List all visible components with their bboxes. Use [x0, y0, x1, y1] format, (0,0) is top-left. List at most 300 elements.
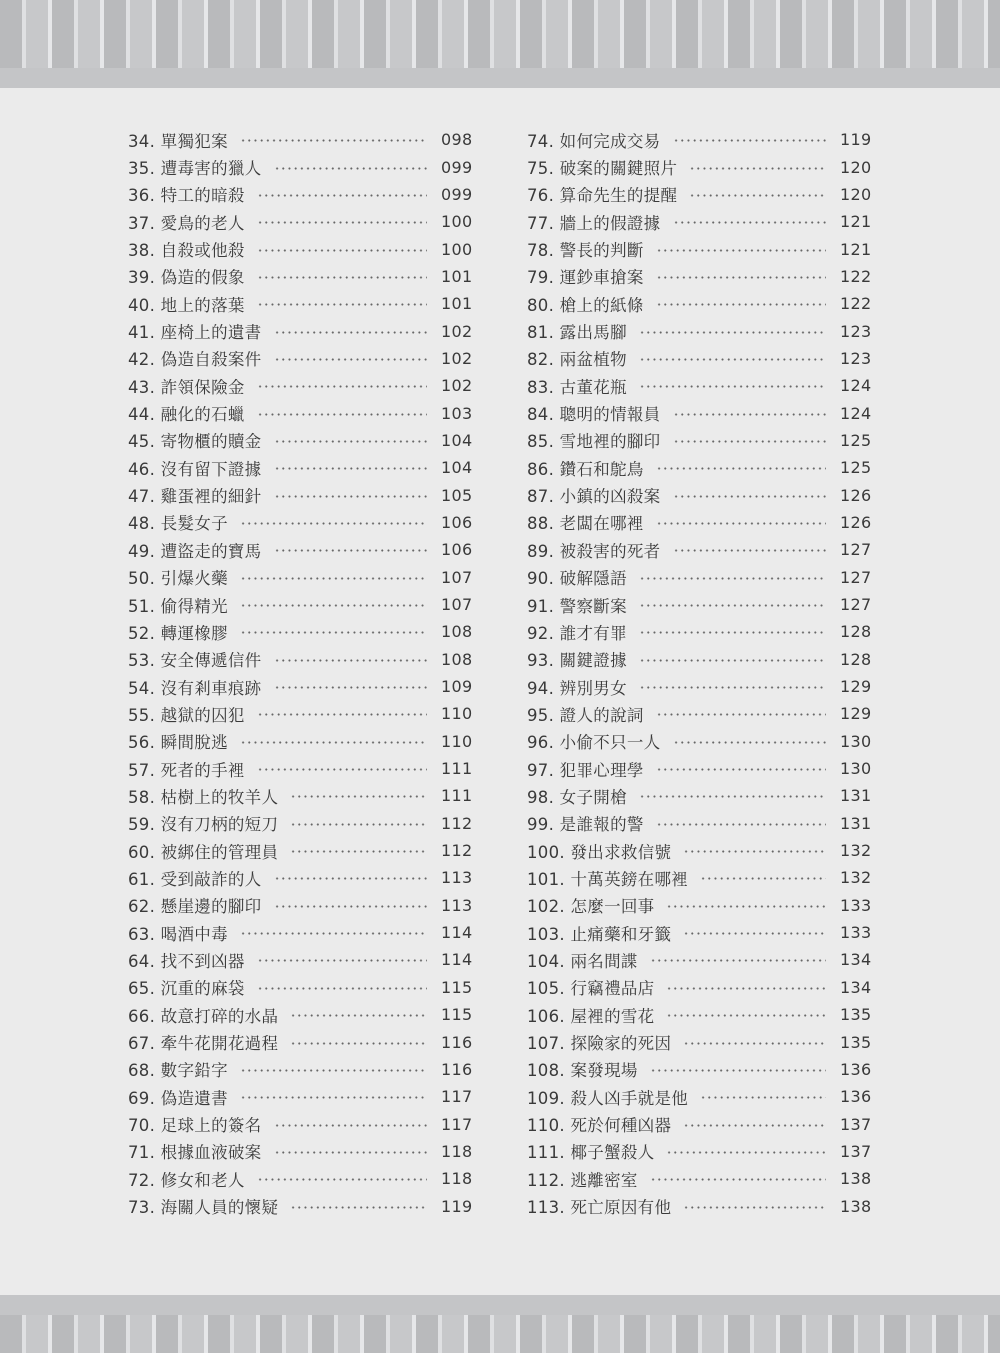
toc-entry-page: 133	[840, 895, 872, 915]
dot-leader	[666, 905, 826, 908]
toc-entry[interactable]	[527, 1165, 870, 1192]
toc-entry-title: 84. 聰明的情報員	[527, 405, 661, 425]
toc-entry[interactable]	[527, 372, 870, 399]
toc-entry-page: 120	[840, 184, 872, 204]
toc-entry-title: 78. 警長的判斷	[527, 241, 644, 261]
toc-entry-title: 61. 受到敲詐的人	[128, 869, 262, 889]
toc-entry[interactable]	[527, 591, 870, 618]
toc-entry-page: 112	[441, 841, 473, 861]
toc-entry[interactable]	[527, 263, 870, 290]
toc-entry[interactable]	[527, 427, 870, 454]
toc-entry-title: 93. 關鍵證據	[527, 651, 627, 671]
toc-entry-page: 133	[840, 923, 872, 943]
toc-entry-title: 35. 遭毒害的獵人	[128, 159, 262, 179]
toc-entry-title: 69. 偽造遺書	[128, 1088, 228, 1108]
dot-leader	[673, 741, 827, 744]
toc-entry-title: 85. 雪地裡的腳印	[527, 432, 661, 452]
toc-entry-page: 121	[840, 212, 872, 232]
toc-entry-title: 70. 足球上的簽名	[128, 1116, 262, 1136]
dot-leader	[257, 303, 427, 306]
toc-entry-title: 90. 破解隱語	[527, 569, 627, 589]
toc-entry-title: 113. 死亡原因有他	[527, 1198, 672, 1218]
toc-entry[interactable]	[128, 864, 471, 891]
toc-entry-page: 134	[840, 950, 872, 970]
toc-entry[interactable]	[128, 181, 471, 208]
toc-entry-title: 91. 警察斷案	[527, 596, 627, 616]
toc-entry-title: 101. 十萬英鎊在哪裡	[527, 869, 689, 889]
dot-leader	[689, 167, 826, 170]
dot-leader	[290, 1014, 427, 1017]
dot-leader	[240, 139, 427, 142]
dot-leader	[240, 577, 427, 580]
toc-entry[interactable]	[527, 536, 870, 563]
toc-entry-page: 135	[840, 1005, 872, 1025]
toc-entry-page: 109	[441, 677, 473, 697]
toc-entry-title: 82. 兩盆植物	[527, 350, 627, 370]
dot-leader	[240, 522, 427, 525]
toc-entry[interactable]	[128, 427, 471, 454]
toc-entry-page: 138	[840, 1169, 872, 1189]
toc-entry-page: 102	[441, 376, 473, 396]
dot-leader	[274, 495, 428, 498]
toc-entry-title: 43. 詐領保險金	[128, 377, 245, 397]
dot-leader	[240, 1069, 427, 1072]
toc-entry-page: 132	[840, 841, 872, 861]
dot-leader	[656, 713, 826, 716]
toc-entry-page: 104	[441, 458, 473, 478]
dot-leader	[290, 823, 427, 826]
toc-entry-title: 67. 牽牛花開花過程	[128, 1034, 279, 1054]
toc-entry[interactable]	[128, 153, 471, 180]
toc-entry-title: 51. 偷得精光	[128, 596, 228, 616]
dot-leader	[683, 1042, 826, 1045]
toc-entry-page: 122	[840, 294, 872, 314]
toc-entry-page: 102	[441, 321, 473, 341]
toc-entry[interactable]	[128, 673, 471, 700]
toc-entry[interactable]	[128, 1001, 471, 1028]
dot-leader	[639, 686, 826, 689]
toc-column-left	[128, 126, 471, 1220]
toc-entry-title: 34. 單獨犯案	[128, 131, 228, 151]
dot-leader	[650, 1069, 826, 1072]
toc-entry-title: 55. 越獄的囚犯	[128, 705, 245, 725]
toc-entry-page: 123	[840, 321, 872, 341]
toc-entry[interactable]	[128, 618, 471, 645]
dot-leader	[257, 1178, 427, 1181]
toc-entry[interactable]	[128, 1056, 471, 1083]
toc-entry-page: 114	[441, 923, 473, 943]
toc-entry-title: 46. 沒有留下證據	[128, 459, 262, 479]
toc-entry-title: 98. 女子開槍	[527, 787, 627, 807]
toc-entry[interactable]	[128, 263, 471, 290]
dot-leader	[639, 631, 826, 634]
dot-leader	[656, 823, 826, 826]
toc-entry[interactable]	[527, 892, 870, 919]
toc-entry-page: 119	[441, 1196, 473, 1216]
toc-entry[interactable]	[128, 372, 471, 399]
toc-entry[interactable]	[128, 782, 471, 809]
toc-entry-title: 72. 修女和老人	[128, 1170, 245, 1190]
toc-entry-page: 108	[441, 649, 473, 669]
toc-entry-page: 137	[840, 1114, 872, 1134]
toc-entry-title: 50. 引爆火藥	[128, 569, 228, 589]
toc-entry[interactable]	[128, 208, 471, 235]
toc-entry[interactable]	[128, 591, 471, 618]
toc-entry-title: 89. 被殺害的死者	[527, 541, 661, 561]
toc-entry[interactable]	[527, 317, 870, 344]
dot-leader	[257, 194, 427, 197]
toc-entry-title: 95. 證人的說詞	[527, 705, 644, 725]
toc-entry[interactable]	[128, 837, 471, 864]
toc-entry-page: 124	[840, 403, 872, 423]
toc-entry-page: 101	[441, 266, 473, 286]
toc-entry-title: 81. 露出馬腳	[527, 323, 627, 343]
toc-entry[interactable]	[527, 646, 870, 673]
toc-entry-page: 130	[840, 731, 872, 751]
toc-entry-page: 118	[441, 1169, 473, 1189]
toc-entry[interactable]	[527, 481, 870, 508]
toc-entry[interactable]	[128, 892, 471, 919]
toc-entry-page: 126	[840, 512, 872, 532]
toc-entry[interactable]	[128, 399, 471, 426]
dot-leader	[290, 1206, 427, 1209]
toc-entry[interactable]	[527, 1056, 870, 1083]
toc-entry-page: 131	[840, 813, 872, 833]
toc-entry-page: 128	[840, 622, 872, 642]
toc-entry-title: 87. 小鎮的凶殺案	[527, 487, 661, 507]
toc-entry[interactable]	[128, 919, 471, 946]
toc-entry[interactable]	[527, 290, 870, 317]
dot-leader	[683, 932, 826, 935]
toc-entry-page: 117	[441, 1087, 473, 1107]
toc-entry[interactable]	[128, 700, 471, 727]
toc-entry[interactable]	[128, 454, 471, 481]
toc-entry[interactable]	[128, 1083, 471, 1110]
dot-leader	[290, 1042, 427, 1045]
dot-leader	[240, 1096, 427, 1099]
toc-entry-page: 110	[441, 731, 473, 751]
toc-entry[interactable]	[128, 728, 471, 755]
toc-entry-page: 100	[441, 212, 473, 232]
toc-entry[interactable]	[527, 1138, 870, 1165]
toc-entry-title: 94. 辨別男女	[527, 678, 627, 698]
toc-entry[interactable]	[128, 646, 471, 673]
toc-entry-title: 60. 被綁住的管理員	[128, 842, 279, 862]
toc-entry[interactable]	[527, 399, 870, 426]
toc-entry[interactable]	[527, 153, 870, 180]
toc-entry[interactable]	[128, 810, 471, 837]
toc-entry-page: 118	[441, 1141, 473, 1161]
toc-entry-title: 66. 故意打碎的水晶	[128, 1006, 279, 1026]
toc-entry-title: 110. 死於何種凶器	[527, 1116, 672, 1136]
toc-entry-title: 80. 槍上的紙條	[527, 295, 644, 315]
toc-entry-title: 74. 如何完成交易	[527, 131, 661, 151]
toc-entry[interactable]	[527, 1028, 870, 1055]
dot-leader	[666, 987, 826, 990]
toc-entry[interactable]	[128, 317, 471, 344]
dot-leader	[257, 713, 427, 716]
toc-entry[interactable]	[128, 564, 471, 591]
dot-leader	[274, 686, 428, 689]
dot-leader	[257, 413, 427, 416]
toc-entry-page: 127	[840, 595, 872, 615]
toc-entry-page: 136	[840, 1087, 872, 1107]
toc-entry[interactable]	[527, 235, 870, 262]
dot-leader	[257, 276, 427, 279]
toc-entry-page: 137	[840, 1141, 872, 1161]
toc-entry[interactable]	[527, 1083, 870, 1110]
toc-entry-title: 49. 遭盜走的寶馬	[128, 541, 262, 561]
dot-leader	[290, 795, 427, 798]
toc-entry-page: 115	[441, 1005, 473, 1025]
toc-entry[interactable]	[527, 837, 870, 864]
toc-entry[interactable]	[128, 1192, 471, 1219]
dot-leader	[666, 1014, 826, 1017]
dot-leader	[274, 659, 428, 662]
dot-leader	[639, 577, 826, 580]
toc-entry-page: 127	[840, 567, 872, 587]
toc-entry-page: 132	[840, 868, 872, 888]
toc-entry-title: 38. 自殺或他殺	[128, 241, 245, 261]
toc-entry[interactable]	[128, 509, 471, 536]
toc-entry-page: 116	[441, 1059, 473, 1079]
dot-leader	[673, 549, 827, 552]
dot-leader	[639, 331, 826, 334]
toc-entry[interactable]	[527, 919, 870, 946]
toc-entry[interactable]	[527, 181, 870, 208]
top-decorative-band	[0, 0, 1000, 68]
dot-leader	[683, 1124, 826, 1127]
dot-leader	[700, 877, 826, 880]
toc-entry-page: 129	[840, 704, 872, 724]
toc-entry-page: 104	[441, 430, 473, 450]
toc-entry-page: 105	[441, 485, 473, 505]
toc-entry[interactable]	[128, 290, 471, 317]
toc-entry[interactable]	[128, 235, 471, 262]
dot-leader	[240, 741, 427, 744]
toc-entry-title: 106. 屋裡的雪花	[527, 1006, 655, 1026]
toc-entry[interactable]	[527, 564, 870, 591]
toc-entry[interactable]	[527, 700, 870, 727]
bottom-decorative-band	[0, 1315, 1000, 1353]
toc-entry-title: 108. 案發現場	[527, 1061, 638, 1081]
toc-entry[interactable]	[527, 782, 870, 809]
toc-entry-title: 39. 偽造的假象	[128, 268, 245, 288]
toc-entry-page: 130	[840, 759, 872, 779]
toc-entry[interactable]	[128, 755, 471, 782]
dot-leader	[673, 495, 827, 498]
toc-entry[interactable]	[527, 345, 870, 372]
toc-entry-title: 40. 地上的落葉	[128, 295, 245, 315]
toc-entry-page: 108	[441, 622, 473, 642]
top-decorative-strip	[0, 68, 1000, 88]
dot-leader	[240, 631, 427, 634]
toc-entry[interactable]	[128, 345, 471, 372]
dot-leader	[683, 850, 826, 853]
toc-entry-title: 102. 怎麼一回事	[527, 897, 655, 917]
toc-entry[interactable]	[128, 1138, 471, 1165]
toc-entry[interactable]	[527, 126, 870, 153]
toc-entry-title: 54. 沒有剎車痕跡	[128, 678, 262, 698]
dot-leader	[656, 467, 826, 470]
toc-entry-page: 131	[840, 786, 872, 806]
dot-leader	[673, 413, 827, 416]
toc-entry-page: 101	[441, 294, 473, 314]
toc-entry-title: 105. 行竊禮品店	[527, 979, 655, 999]
toc-entry-page: 124	[840, 376, 872, 396]
toc-entry[interactable]	[128, 946, 471, 973]
toc-entry[interactable]	[527, 673, 870, 700]
dot-leader	[274, 905, 428, 908]
toc-entry-page: 117	[441, 1114, 473, 1134]
toc-entry-title: 57. 死者的手裡	[128, 760, 245, 780]
dot-leader	[257, 221, 427, 224]
toc-entry-page: 120	[840, 157, 872, 177]
dot-leader	[639, 795, 826, 798]
toc-entry-title: 79. 運鈔車搶案	[527, 268, 644, 288]
toc-entry-title: 83. 古董花瓶	[527, 377, 627, 397]
dot-leader	[639, 358, 826, 361]
toc-entry[interactable]	[527, 974, 870, 1001]
toc-entry-title: 76. 算命先生的提醒	[527, 186, 678, 206]
toc-entry-title: 112. 逃離密室	[527, 1170, 638, 1190]
toc-entry-title: 53. 安全傳遞信件	[128, 651, 262, 671]
dot-leader	[240, 604, 427, 607]
toc-entry-title: 48. 長髮女子	[128, 514, 228, 534]
toc-entry-title: 100. 發出求救信號	[527, 842, 672, 862]
toc-entry-title: 65. 沉重的麻袋	[128, 979, 245, 999]
toc-entry-page: 106	[441, 512, 473, 532]
toc-entry-title: 111. 椰子蟹殺人	[527, 1143, 655, 1163]
toc-entry[interactable]	[128, 536, 471, 563]
toc-entry[interactable]	[527, 810, 870, 837]
toc-entry-page: 100	[441, 239, 473, 259]
toc-entry-page: 098	[441, 130, 473, 150]
toc-entry-page: 125	[840, 458, 872, 478]
toc-entry-page: 114	[441, 950, 473, 970]
dot-leader	[650, 959, 826, 962]
toc-entry[interactable]	[128, 1028, 471, 1055]
toc-entry[interactable]	[527, 1001, 870, 1028]
toc-entry[interactable]	[527, 618, 870, 645]
toc-entry-page: 122	[840, 266, 872, 286]
dot-leader	[656, 276, 826, 279]
dot-leader	[656, 522, 826, 525]
toc-entry-title: 68. 數字鉛字	[128, 1061, 228, 1081]
toc-entry-page: 134	[840, 977, 872, 997]
toc-entry-page: 112	[441, 813, 473, 833]
dot-leader	[274, 1124, 428, 1127]
toc-entry-page: 135	[840, 1032, 872, 1052]
dot-leader	[639, 604, 826, 607]
dot-leader	[257, 959, 427, 962]
toc-entry-page: 127	[840, 540, 872, 560]
toc-entry[interactable]	[128, 1165, 471, 1192]
toc-entry-title: 56. 瞬間脫逃	[128, 733, 228, 753]
dot-leader	[257, 385, 427, 388]
toc-entry[interactable]	[527, 1192, 870, 1219]
toc-entry-page: 110	[441, 704, 473, 724]
toc-entry-page: 106	[441, 540, 473, 560]
toc-entry-title: 42. 偽造自殺案件	[128, 350, 262, 370]
toc-entry[interactable]	[527, 755, 870, 782]
toc-entry-title: 58. 枯樹上的牧羊人	[128, 787, 279, 807]
toc-entry-page: 113	[441, 868, 473, 888]
toc-entry[interactable]	[128, 974, 471, 1001]
toc-column-right	[527, 126, 870, 1220]
toc-entry-page: 103	[441, 403, 473, 423]
toc-entry-title: 103. 止痛藥和牙籤	[527, 924, 672, 944]
toc-entry-title: 59. 沒有刀柄的短刀	[128, 815, 279, 835]
toc-entry-page: 136	[840, 1059, 872, 1079]
toc-entry-title: 77. 牆上的假證據	[527, 213, 661, 233]
dot-leader	[274, 167, 428, 170]
toc-entry[interactable]	[527, 864, 870, 891]
toc-entry-title: 64. 找不到凶器	[128, 951, 245, 971]
dot-leader	[673, 440, 827, 443]
toc-entry-page: 116	[441, 1032, 473, 1052]
dot-leader	[673, 221, 827, 224]
dot-leader	[650, 1178, 826, 1181]
toc-entry-title: 41. 座椅上的遺書	[128, 323, 262, 343]
toc-entry-page: 125	[840, 430, 872, 450]
dot-leader	[689, 194, 826, 197]
toc-entry[interactable]	[128, 481, 471, 508]
toc-entry-title: 63. 喝酒中毒	[128, 924, 228, 944]
toc-entry-title: 52. 轉運橡膠	[128, 623, 228, 643]
dot-leader	[257, 249, 427, 252]
toc-entry[interactable]	[527, 208, 870, 235]
dot-leader	[666, 1151, 826, 1154]
toc-entry-page: 102	[441, 348, 473, 368]
toc-entry[interactable]	[527, 509, 870, 536]
toc-entry-title: 44. 融化的石蠟	[128, 405, 245, 425]
toc-entry-page: 123	[840, 348, 872, 368]
dot-leader	[639, 659, 826, 662]
toc-entry-page: 128	[840, 649, 872, 669]
toc-entry[interactable]	[527, 728, 870, 755]
toc-entry-title: 45. 寄物櫃的贖金	[128, 432, 262, 452]
toc-entry-title: 47. 雞蛋裡的細針	[128, 487, 262, 507]
dot-leader	[274, 440, 428, 443]
toc-entry-title: 71. 根據血液破案	[128, 1143, 262, 1163]
toc-entry[interactable]	[527, 946, 870, 973]
toc-entry-page: 129	[840, 677, 872, 697]
dot-leader	[683, 1206, 826, 1209]
dot-leader	[274, 1151, 428, 1154]
toc-entry-page: 121	[840, 239, 872, 259]
toc-entry-page: 113	[441, 895, 473, 915]
dot-leader	[700, 1096, 826, 1099]
toc-entry[interactable]	[128, 126, 471, 153]
toc-entry-title: 92. 誰才有罪	[527, 623, 627, 643]
dot-leader	[240, 932, 427, 935]
toc-entry-title: 107. 探險家的死因	[527, 1034, 672, 1054]
dot-leader	[274, 877, 428, 880]
bottom-decorative-strip	[0, 1295, 1000, 1315]
toc-entry-title: 109. 殺人凶手就是他	[527, 1088, 689, 1108]
toc-entry-page: 115	[441, 977, 473, 997]
dot-leader	[274, 467, 428, 470]
toc-entry[interactable]	[527, 454, 870, 481]
dot-leader	[290, 850, 427, 853]
toc-entry-page: 107	[441, 567, 473, 587]
toc-entry-page: 111	[441, 786, 473, 806]
toc-entry-page: 126	[840, 485, 872, 505]
toc-entry[interactable]	[527, 1110, 870, 1137]
toc-entry[interactable]	[128, 1110, 471, 1137]
toc-entry-title: 88. 老闆在哪裡	[527, 514, 644, 534]
